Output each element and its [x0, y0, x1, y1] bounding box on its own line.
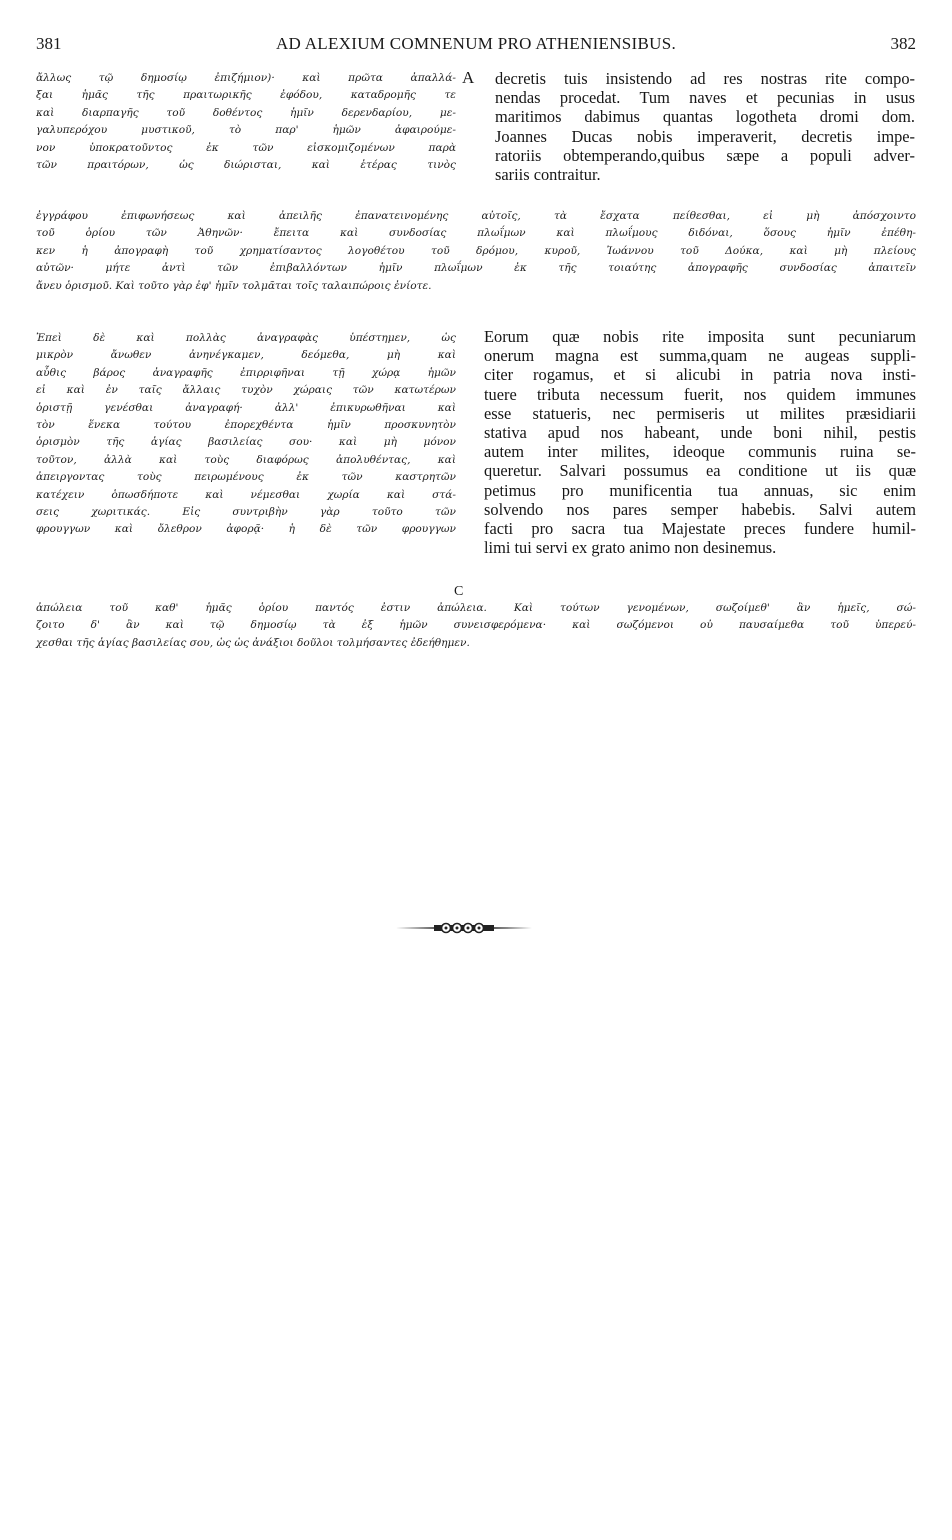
greek-line: τοῦτον, ἀλλὰ καὶ τοὺς διαφόρως ἀπολυθέντας, καὶ — [36, 453, 456, 466]
latin-line: queretur. Salvari possumus ea conditione ut iis quæ — [484, 461, 916, 481]
greek-line: κατέχειν ὁπωσδήποτε καὶ νέμεσθαι χωρία καὶ στά- — [36, 488, 456, 501]
greek-line: Ἐπεὶ δὲ καὶ πολλὰς ἀναγραφὰς ὑπέστημεν, ὡς — [36, 332, 456, 344]
latin-line: solvendo nos pares semper habebis. Salvi autem — [484, 499, 916, 519]
greek-line: χεσθαι τῆς ἁγίας βασιλείας σου, ὡς ὡς ἀνάξιοι δοῦλοι τολμήσαντες ἐδεήθημεν. — [36, 636, 470, 649]
greek-line: μικρὸν ἄνωθεν ἀνηνέγκαμεν, δεόμεθα, μὴ καὶ — [36, 349, 456, 362]
greek-line: ἀπώλεια τοῦ καθ' ἡμᾶς ὁρίου παντός ἐστιν ἀπώλεια. Καὶ τούτων γενομένων, σωζοίμεθ' ἂν ἡμεῖς, σώ- — [36, 602, 916, 614]
greek-line: ἀπειργοντας τοὺς πειρωμένους ἐκ τῶν καστρητῶν — [36, 471, 456, 484]
greek-column-block-c — [36, 330, 456, 539]
margin-letter-c: C — [454, 584, 464, 599]
greek-line: ζοιτο δ' ἂν καὶ τῷ δημοσίῳ τὰ ἐξ ἡμῶν συνεισφερόμενα· καὶ σωζόμενοι οὐ παυσαίμεθα τοῦ ὑπερεύ- — [36, 619, 916, 632]
greek-column-block-a — [36, 70, 456, 174]
latin-line: facti pro sacra tua Majestate preces fundere humil- — [484, 519, 916, 539]
greek-line: αὖθις βάρος ἀναγραφῆς ἐπιρριφῆναι τῇ χώρᾳ ἡμῶν — [36, 366, 456, 379]
latin-line: stativa apud nos habeant, unde boni nihil, pestis — [484, 423, 916, 443]
page-number-left: 381 — [36, 34, 62, 53]
greek-line: ὁρισμὸν τῆς ἁγίας βασιλείας σου· καὶ μὴ μόνον — [36, 436, 456, 449]
greek-full-width-paragraph-1 — [36, 208, 916, 295]
greek-line: σεις χωριτικάς. Εἰς συντριβὴν γὰρ τοῦτο τῶν — [36, 506, 456, 519]
latin-column-block-a — [495, 69, 915, 184]
greek-line: τῶν πραιτόρων, ὡς διώρισται, καὶ ἑτέρας τινὸς — [36, 159, 456, 172]
greek-line: κεν ἡ ἀπογραφὴ τοῦ χρηματίσαντος λογοθέτου τοῦ δρόμου, κυροῦ, Ἰωάννου τοῦ Δούκα, καὶ μὴ πλείους — [36, 244, 916, 257]
greek-line: ἄλλως τῷ δημοσίῳ ἐπιζήμιον)· καὶ πρῶτα ἀπαλλά- — [36, 72, 456, 84]
page-number-right: 382 — [890, 34, 916, 53]
latin-line: Joannes Ducas nobis imperaverit, decretis impe- — [495, 126, 915, 146]
greek-line: εἰ καὶ ἐν ταῖς ἄλλαις τυχὸν χώραις τῶν κατωτέρων — [36, 384, 456, 397]
latin-line: autem inter milites, ideoque communis ruina se- — [484, 442, 916, 462]
margin-letter-a: A — [462, 68, 475, 87]
greek-line: τὸν ἕνεκα τούτου ἐπορεχθέντα ἡμῖν προσκυνητὸν — [36, 419, 456, 432]
greek-line: γαλυπερόχου μυστικοῦ, τὸ παρ' ἡμῶν ἀφαιρούμε- — [36, 124, 456, 137]
latin-line: tuere tributa necessum fuerit, nos quidem immunes — [484, 384, 916, 404]
greek-line: ὁριστῇ γενέσθαι ἀναγραφή· ἀλλ' ἐπικυρωθῆναι καὶ — [36, 401, 456, 414]
running-header — [36, 34, 916, 58]
greek-line: τοῦ ὁρίου τῶν Ἀθηνῶν· ἔπειτα καὶ συνδοσίας πλωΐμων καὶ πλωΐμους διδόναι, ὅσους ἡμῖν ἐπέθη- — [36, 227, 916, 240]
latin-line: esse statueris, nec permiseris ut milites præsidiarii — [484, 403, 916, 423]
latin-line: sariis contraitur. — [495, 165, 601, 185]
greek-full-width-paragraph-2 — [36, 600, 916, 652]
latin-column-block-c — [484, 327, 916, 557]
greek-line: νον ὑποκρατοῦντος ἐκ τῶν εἰσκομιζομένων παρὰ — [36, 141, 456, 154]
running-title: AD ALEXIUM COMNENUM PRO ATHENIENSIBUS. — [275, 34, 677, 53]
greek-line: ξαι ἡμᾶς τῆς πραιτωρικῆς ἐφόδου, καταδρομῆς τε — [36, 89, 456, 102]
latin-line: citer rogamus, et si alicubi in patria nova insti- — [484, 365, 916, 385]
latin-line: onerum magna est summa,quam ne augeas suppli- — [484, 346, 916, 366]
greek-line: ἐγγράφου ἐπιφωνήσεως καὶ ἀπειλῆς ἐπανατεινομένης αὐτοῖς, τὰ ἔσχατα πείθεσθαι, εἰ μὴ ἀπόσχοιντο — [36, 210, 916, 222]
greek-line: καὶ διαρπαγῆς τοῦ δοθέντος ἡμῖν δερενδαρίου, με- — [36, 106, 456, 119]
greek-line: ἄνευ ὁρισμοῦ. Καὶ τοῦτο γὰρ ἐφ' ἡμῖν τολμᾶται τοῖς ταλαιπώροις ἐνίοτε. — [36, 279, 432, 292]
tailpiece-ornament — [396, 920, 532, 936]
latin-line: limi tui servi ex grato animo non desinemus. — [484, 538, 777, 558]
latin-line: Eorum quæ nobis rite imposita sunt pecuniarum — [484, 327, 916, 346]
latin-line: maritimos dabimus quantas logotheta dromi dom. — [495, 107, 915, 127]
latin-line: nendas procedat. Tum naves et pecunias in usus — [495, 88, 915, 108]
greek-line: φρουγγων καὶ ὄλεθρον ἀφορᾷ· ἡ δὲ τῶν φρουγγων — [36, 523, 456, 536]
greek-line: αὐτῶν· μήτε ἀντὶ τῶν ἐπιβαλλόντων ἡμῖν πλωΐμων ἐκ τῆς τοιαύτης ἀπογραφῆς συνδοσίας ἀπαιτεῖν — [36, 262, 916, 275]
latin-line: petimus pro munificentia tua annuas, sic enim — [484, 480, 916, 500]
latin-line: decretis tuis insistendo ad res nostras rite compo- — [495, 69, 915, 88]
latin-line: ratoriis obtemperando,quibus sæpe a populi adver- — [495, 145, 915, 165]
